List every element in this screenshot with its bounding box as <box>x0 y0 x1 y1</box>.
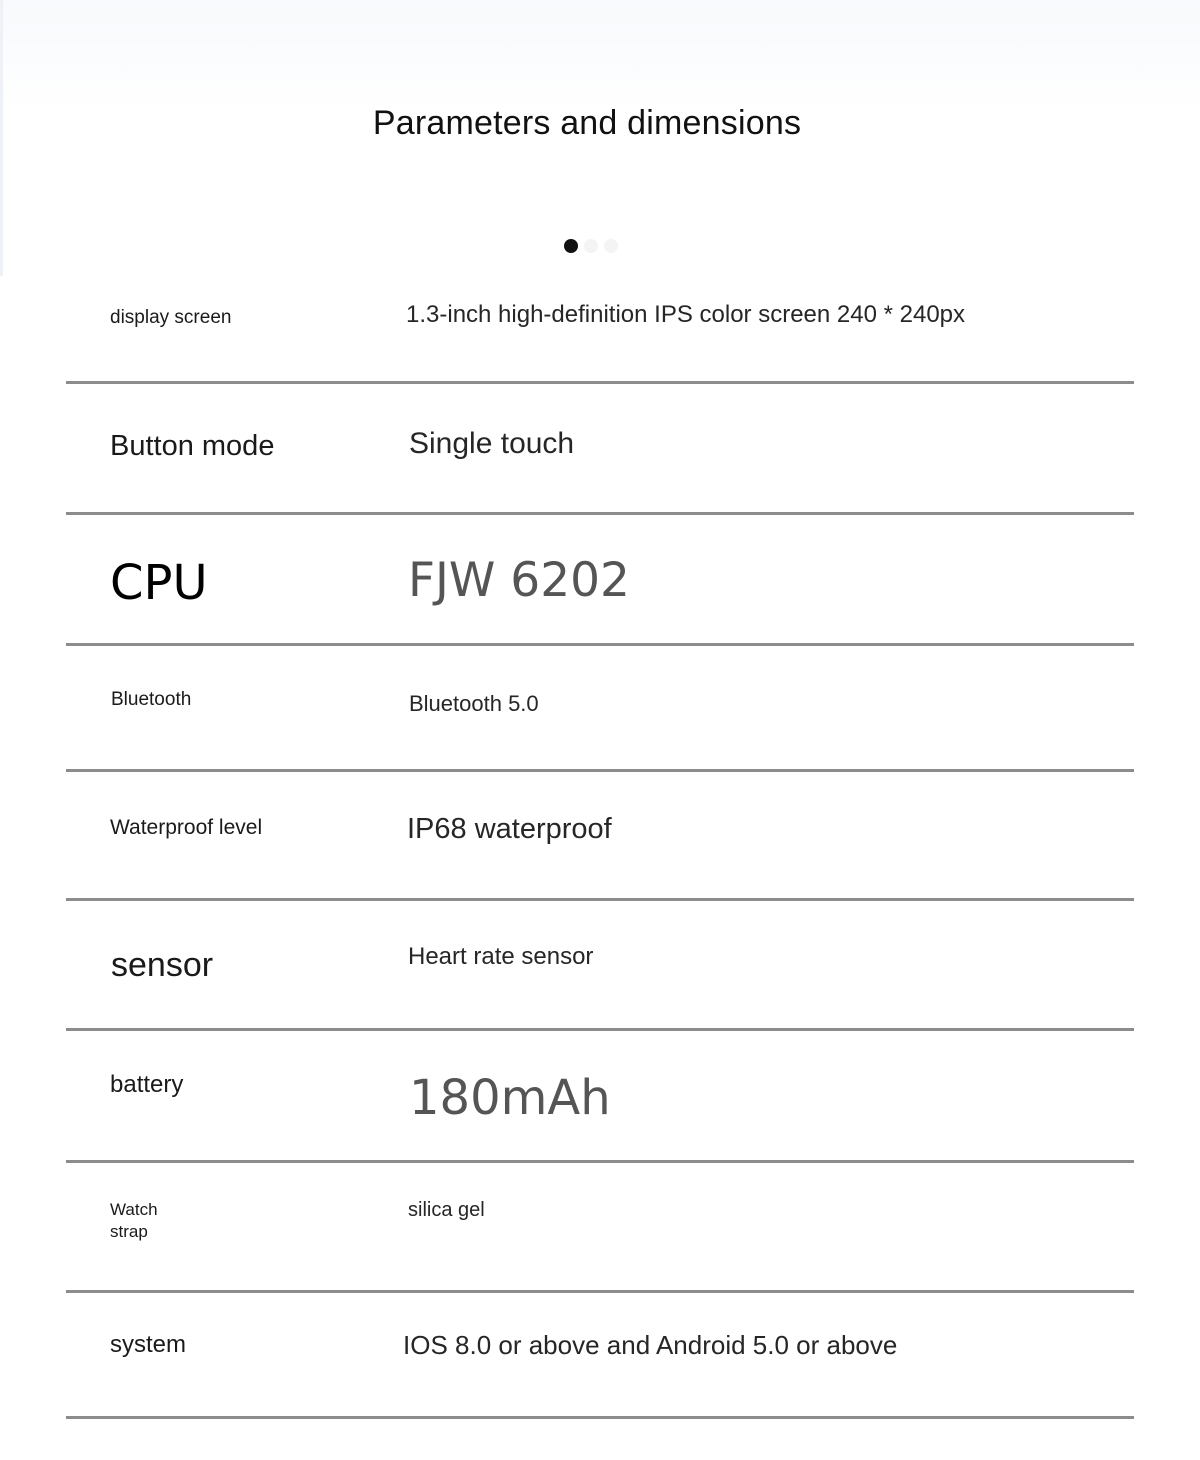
spec-row-watch-strap <box>66 1163 1134 1293</box>
spec-label: Bluetooth <box>111 689 192 710</box>
spec-row-display-screen <box>66 276 1134 384</box>
carousel-indicator[interactable] <box>564 238 624 254</box>
spec-label: sensor <box>111 946 214 984</box>
page-title: Parameters and dimensions <box>372 104 802 142</box>
spec-row-system <box>66 1293 1134 1419</box>
spec-value: Heart rate sensor <box>408 943 594 970</box>
spec-value: IP68 waterproof <box>407 813 612 845</box>
spec-label: Button mode <box>110 430 275 462</box>
carousel-dot-3[interactable] <box>604 239 618 253</box>
spec-label: system <box>110 1331 187 1358</box>
row-divider <box>66 1416 1134 1419</box>
spec-value: Single touch <box>409 427 575 460</box>
spec-value: FJW 6202 <box>408 553 630 608</box>
carousel-dot-1[interactable] <box>564 239 578 253</box>
spec-label: battery <box>110 1071 184 1098</box>
spec-row-cpu <box>66 515 1134 646</box>
spec-row-battery <box>66 1031 1134 1163</box>
spec-value: 1.3-inch high-definition IPS color screen 240 * 240px <box>406 301 966 328</box>
spec-label: CPU <box>110 555 208 611</box>
spec-row-button-mode <box>66 384 1134 515</box>
spec-row-waterproof <box>66 772 1134 901</box>
carousel-dot-2[interactable] <box>584 239 598 253</box>
spec-row-bluetooth <box>66 646 1134 772</box>
spec-value: silica gel <box>408 1199 485 1221</box>
spec-value: 180mAh <box>409 1070 611 1126</box>
spec-label: Waterproof level <box>110 816 263 839</box>
spec-value: Bluetooth 5.0 <box>409 691 539 716</box>
spec-row-sensor <box>66 901 1134 1031</box>
spec-value: IOS 8.0 or above and Android 5.0 or above <box>403 1330 898 1360</box>
spec-label: display screen <box>110 307 232 328</box>
spec-label: Watch strap <box>110 1200 158 1241</box>
